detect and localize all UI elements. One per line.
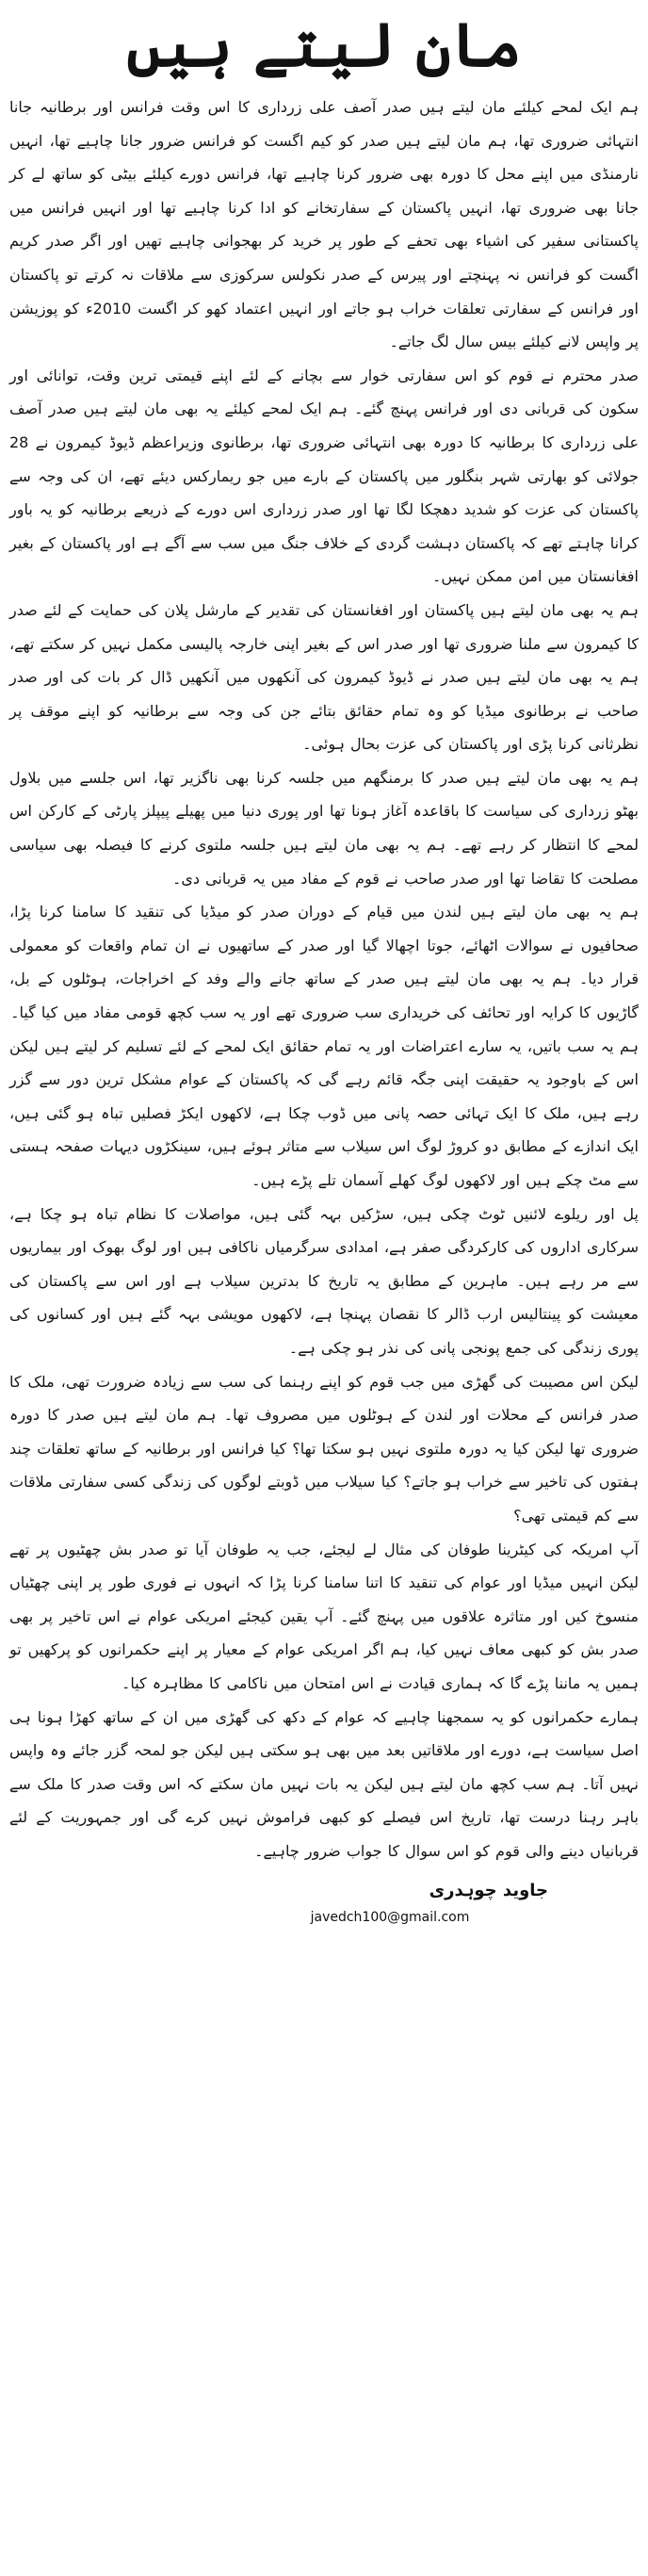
paragraph: ہم یہ سب باتیں، یہ سارے اعتراضات اور یہ تمام حقائق ایک لمحے کے لئے تسلیم کر لیتے ہیں لیکن اس کے باوجود یہ حقیقت اپنی جگہ قائم رہے گی کہ پاکستان کے عوام مشکل ترین دور سے گزر رہے ہیں، ملک کا ایک تہائی حصہ پانی میں ڈوب چکا ہے، لاکھوں ایکڑ فصلیں تباہ ہو گئی ہیں، ایک اندازے کے مطابق دو کروڑ لوگ اس سیلاب سے متاثر ہوئے ہیں، سینکڑوں دیہات صفحہ ہستی سے مٹ چکے ہیں اور لاکھوں لوگ کھلے آسمان تلے پڑے ہیں۔ — [9, 1036, 639, 1189]
paragraph: ہم یہ بھی مان لیتے ہیں پاکستان اور افغانستان کی تقدیر کے مارشل پلان کی حمایت کے لئے صدر کا کیمرون سے ملنا ضروری تھا اور صدر اس کے بغیر اپنی خارجہ پالیسی مکمل نہیں کر سکتے تھے، ہم یہ بھی مان لیتے ہیں صدر نے ڈیوڈ کیمرون کی آنکھوں میں آنکھیں ڈال کر بات کی اور صدر صاحب نے برطانوی میڈیا کو وہ تمام حقائق بتائے جن کی وجہ سے برطانیہ کو اپنے موقف پر نظرثانی کرنا پڑی اور پاکستان کی عزت بحال ہوئی۔ — [9, 600, 639, 754]
paragraph: صدر محترم نے قوم کو اس سفارتی خوار سے بچانے کے لئے اپنے قیمتی ترین وقت، توانائی اور سکون کی قربانی دی اور فرانس پہنچ گئے۔ ہم ایک لمحے کیلئے یہ بھی مان لیتے ہیں صدر آصف علی زرداری کا برطانیہ کا دورہ بھی انتہائی ضروری تھا، برطانوی وزیراعظم ڈیوڈ کیمرون نے 28 جولائی کو بھارتی شہر بنگلور میں پاکستان کے بارے میں جو ریمارکس دیئے تھے، ان کی وجہ سے پاکستان کی عزت کو شدید دھچکا لگا تھا اور صدر زرداری اس دورے کے ذریعے برطانیہ کو یہ باور کرانا چاہتے تھے کہ پاکستان دہشت گردی کے خلاف جنگ میں سب سے آگے ہے اور پاکستان کے بغیر افغانستان میں امن ممکن نہیں۔ — [9, 366, 639, 586]
column-body — [9, 90, 639, 1867]
paragraph: لیکن اس مصیبت کی گھڑی میں جب قوم کو اپنے رہنما کی سب سے زیادہ ضرورت تھی، ملک کا صدر فرانس کے محلات اور لندن کے ہوٹلوں میں مصروف تھا۔ ہم مان لیتے ہیں صدر کا دورہ ضروری تھا لیکن کیا یہ دورہ ملتوی نہیں ہو سکتا تھا؟ کیا فرانس اور برطانیہ کے ساتھ تعلقات چند ہفتوں کی تاخیر سے خراب ہو جاتے؟ کیا سیلاب میں ڈوبتے لوگوں کی زندگی کسی سفارتی ملاقات سے کم قیمتی تھی؟ — [9, 1372, 639, 1524]
paragraph: پل اور ریلوے لائنیں ٹوٹ چکی ہیں، سڑکیں بہہ گئی ہیں، مواصلات کا نظام تباہ ہو چکا ہے، سرکاری اداروں کی کارکردگی صفر ہے، امدادی سرگرمیاں ناکافی ہیں اور لوگ بھوک اور بیماریوں سے مر رہے ہیں۔ ماہرین کے مطابق یہ تاریخ کا بدترین سیلاب ہے اور اس سے پاکستان کی معیشت کو پینتالیس ارب ڈالر کا نقصان پہنچا ہے، لاکھوں مویشی بہہ گئے ہیں اور کسانوں کی پوری زندگی کی جمع پونجی پانی کی نذر ہو چکی ہے۔ — [9, 1204, 639, 1357]
column-headline: مان لیتے ہیں — [126, 9, 522, 81]
paragraph: ہم یہ بھی مان لیتے ہیں لندن میں قیام کے دوران صدر کو میڈیا کی تنقید کا سامنا کرنا پڑا، صحافیوں نے سوالات اٹھائے، جوتا اچھالا گیا اور صدر کے ساتھیوں نے ان تمام واقعات کو معمولی قرار دیا۔ ہم یہ بھی مان لیتے ہیں صدر کے ساتھ جانے والے وفد کے اخراجات، ہوٹلوں کے بل، گاڑیوں کا کرایہ اور تحائف کی خریداری سب ضروری تھے اور یہ سب کچھ قومی مفاد میں کیا گیا۔ — [9, 903, 639, 1022]
paragraph: ہمارے حکمرانوں کو یہ سمجھنا چاہیے کہ عوام کے دکھ کی گھڑی میں ان کے ساتھ کھڑا ہونا ہی اصل سیاست ہے، دورے اور ملاقاتیں بعد میں بھی ہو سکتی ہیں لیکن جو لمحہ گزر جائے وہ واپس نہیں آتا۔ ہم سب کچھ مان لیتے ہیں لیکن یہ بات نہیں مان سکتے کہ اس وقت صدر کا ملک سے باہر رہنا درست تھا، تاریخ اس فیصلے کو کبھی فراموش نہیں کرے گی اور جمہوریت کے لئے قربانیاں دینے والی قوم کو اس سوال کا جواب ضرور چاہیے۔ — [9, 1707, 639, 1860]
paragraph: ہم یہ بھی مان لیتے ہیں صدر کا برمنگھم میں جلسہ کرنا بھی ناگزیر تھا، اس جلسے میں بلاول بھٹو زرداری کی سیاست کا باقاعدہ آغاز ہونا تھا اور پوری دنیا میں پھیلے پیپلز پارٹی کے کارکن اس لمحے کا انتظار کر رہے تھے۔ ہم یہ بھی مان لیتے ہیں جلسہ ملتوی کرنے کا فیصلہ بھی سیاسی مصلحت کا تقاضا تھا اور صدر صاحب نے قوم کے مفاد میں یہ قربانی دی۔ — [9, 768, 639, 888]
paragraph: آپ امریکہ کی کیٹرینا طوفان کی مثال لے لیجئے، جب یہ طوفان آیا تو صدر بش چھٹیوں پر تھے لیکن انہیں میڈیا اور عوام کی تنقید کا اتنا سامنا کرنا پڑا کہ انہوں نے فوری طور پر اپنی چھٹیاں منسوخ کیں اور متاثرہ علاقوں میں پہنچ گئے۔ آپ یقین کیجئے امریکی عوام نے اس تاخیر پر بھی صدر بش کو کبھی معاف نہیں کیا، ہم اگر امریکی عوام کے معیار پر اپنے حکمرانوں کو پرکھیں تو ہمیں یہ ماننا پڑے گا کہ ہماری قیادت نے اس امتحان میں ناکامی کا مظاہرہ کیا۔ — [9, 1540, 639, 1692]
paragraph: ہم ایک لمحے کیلئے مان لیتے ہیں صدر آصف علی زرداری کا اس وقت فرانس اور برطانیہ جانا انتہائی ضروری تھا، ہم مان لیتے ہیں صدر کو کیم اگست کو فرانس ضرور جانا چاہیے تھا، انہیں نارمنڈی میں اپنے محل کا دورہ بھی ضرور کرنا چاہیے تھا، فرانس دورے کیلئے بیٹی کو ساتھ لے کر جانا بھی ضروری تھا، انہیں پاکستان کے سفارتخانے کو ادا کرنا چاہیے تھا اور انہیں فرانس میں پاکستانی سفیر کی اشیاء بھی تحفے کے طور پر خرید کر بھجوانی چاہیے تھیں اور اگر صدر کریم اگست کو فرانس نہ پہنچتے اور پیرس کے صدر نکولس سرکوزی سے ملاقات نہ کرتے تو پاکستان اور فرانس کے سفارتی تعلقات خراب ہو جاتے اور انہیں اعتماد کھو کر اگست 2010ء کو پوزیشن پر واپس لانے کیلئے بیس سال لگ جاتے۔ — [9, 98, 639, 351]
author-email: javedch100@gmail.com — [310, 1910, 470, 1926]
author-byline: جاوید چوہدری — [429, 1881, 548, 1901]
